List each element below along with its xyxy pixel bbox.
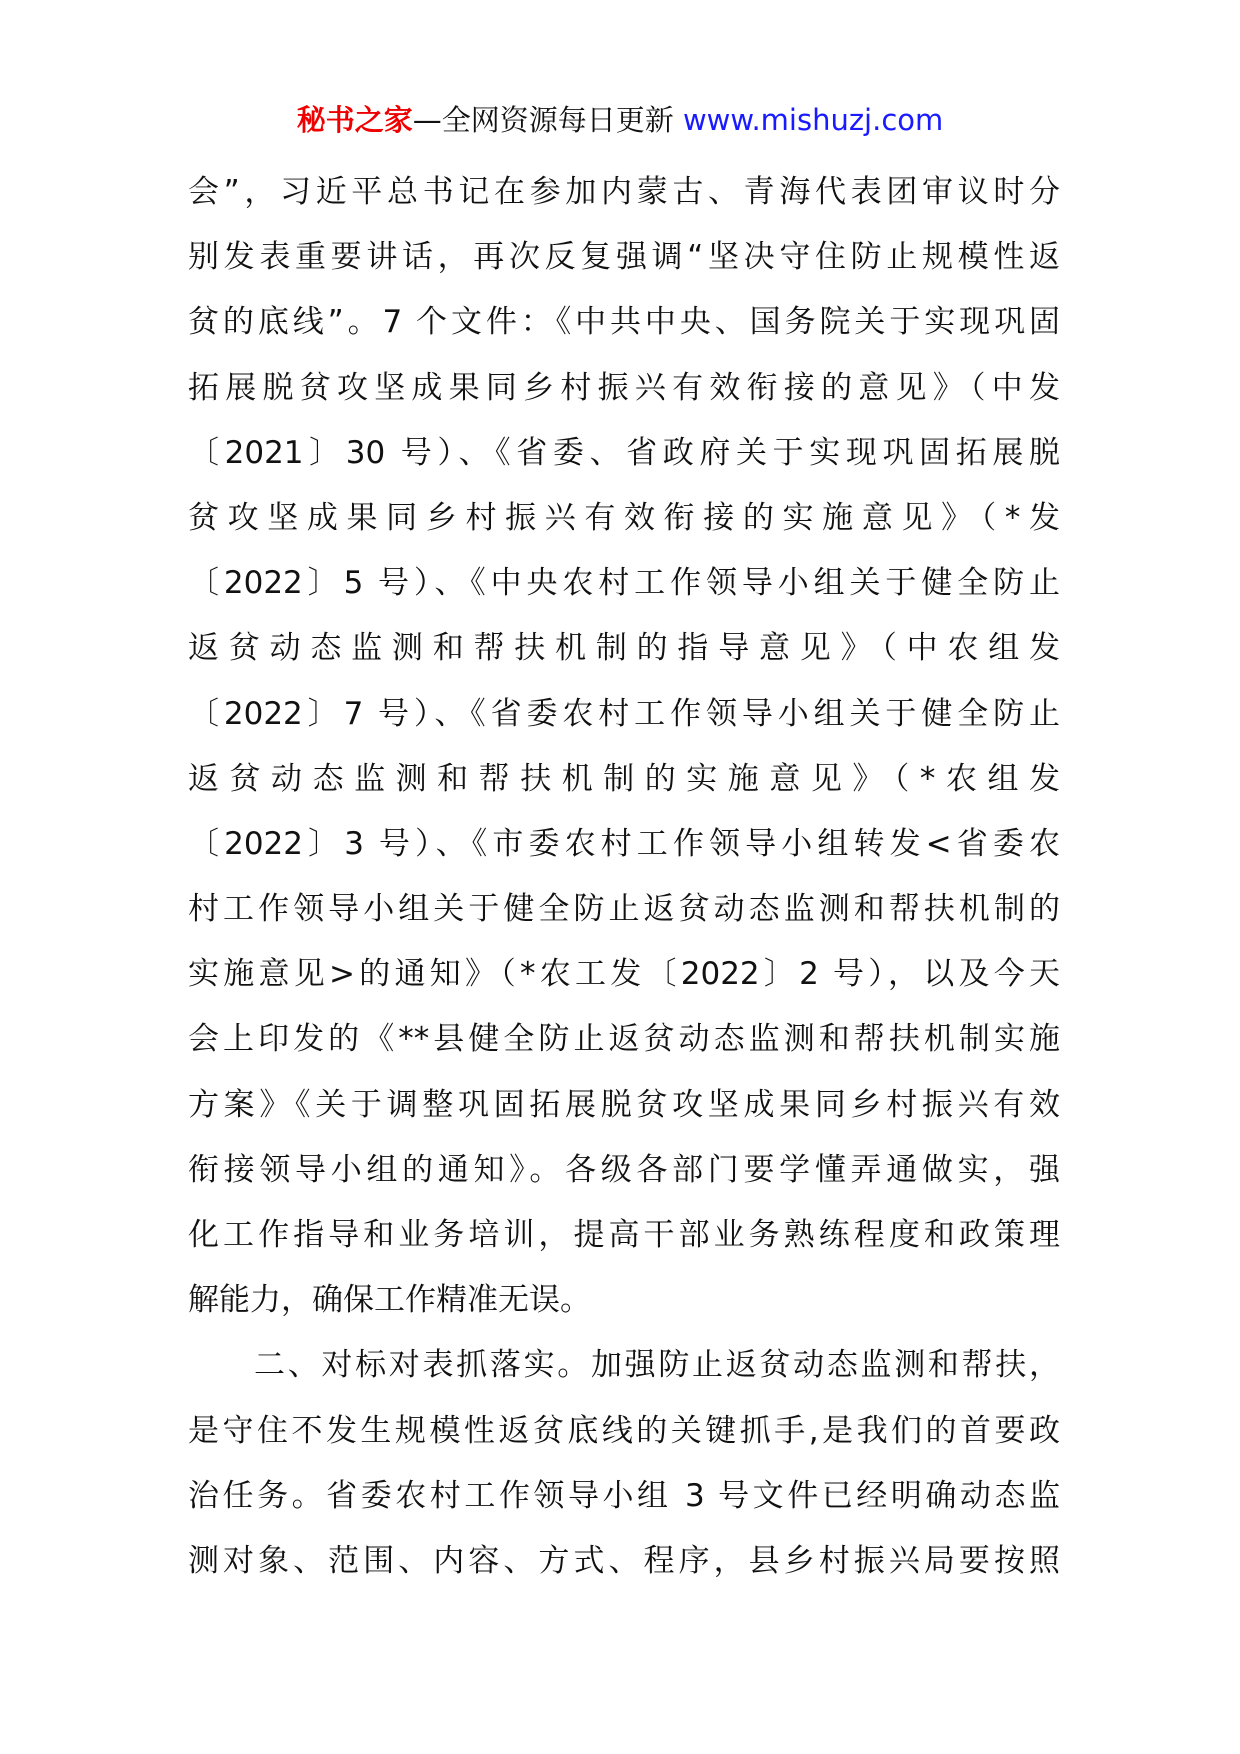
text-line: 是守住不发生规模性返贫底线的关键抓手,是我们的首要政 [188, 1412, 1060, 1449]
text-line: 方案》《关于调整巩固拓展脱贫攻坚成果同乡村振兴有效 [188, 1086, 1060, 1123]
text-line: 会上印发的《**县健全防止返贫动态监测和帮扶机制实施 [188, 1021, 1060, 1058]
text-line: 〔2021〕30 号）、《省委、省政府关于实现巩固拓展脱 [188, 434, 1060, 471]
header-brand: 秘书之家 [296, 103, 413, 137]
text-line: 会”，习近平总书记在参加内蒙古、青海代表团审议时分 [188, 174, 1060, 210]
text-line: 测对象、范围、内容、方式、程序，县乡村振兴局要按照 [188, 1542, 1060, 1579]
text-line: 村工作领导小组关于健全防止返贫动态监测和帮扶机制的 [188, 891, 1060, 928]
text-line: 衔接领导小组的通知》。各级各部门要学懂弄通做实，强 [188, 1151, 1060, 1188]
text-line: 〔2022〕5 号）、《中央农村工作领导小组关于健全防止 [188, 565, 1060, 602]
text-line: 〔2022〕3 号）、《市委农村工作领导小组转发<省委农 [188, 825, 1060, 862]
text-line: 返贫动态监测和帮扶机制的实施意见》（*农组发 [188, 760, 1060, 797]
header-url-link[interactable]: www.mishuzj.com [682, 103, 944, 137]
text-line: 治任务。省委农村工作领导小组 3 号文件已经明确动态监 [188, 1477, 1060, 1514]
document-body [188, 160, 1060, 1594]
text-line: 返贫动态监测和帮扶机制的指导意见》（中农组发 [188, 630, 1060, 667]
text-line: 贫的底线”。7 个文件：《中共中央、国务院关于实现巩固 [188, 304, 1060, 341]
page-header [0, 100, 1240, 140]
text-line: 解能力，确保工作精准无误。 [188, 1282, 591, 1319]
text-line: 二、对标对表抓落实。加强防止返贫动态监测和帮扶， [254, 1347, 1060, 1384]
text-line: 实施意见>的通知》（*农工发〔2022〕2 号），以及今天 [188, 956, 1060, 993]
text-line: 别发表重要讲话，再次反复强调“坚决守住防止规模性返 [188, 239, 1060, 276]
text-line: 〔2022〕7 号）、《省委农村工作领导小组关于健全防止 [188, 695, 1060, 732]
text-line: 贫攻坚成果同乡村振兴有效衔接的实施意见》（*发 [188, 499, 1060, 536]
text-line: 化工作指导和业务培训，提高干部业务熟练程度和政策理 [188, 1217, 1060, 1253]
text-line: 拓展脱贫攻坚成果同乡村振兴有效衔接的意见》（中发 [188, 369, 1060, 406]
header-slogan: —全网资源每日更新 [412, 103, 674, 137]
